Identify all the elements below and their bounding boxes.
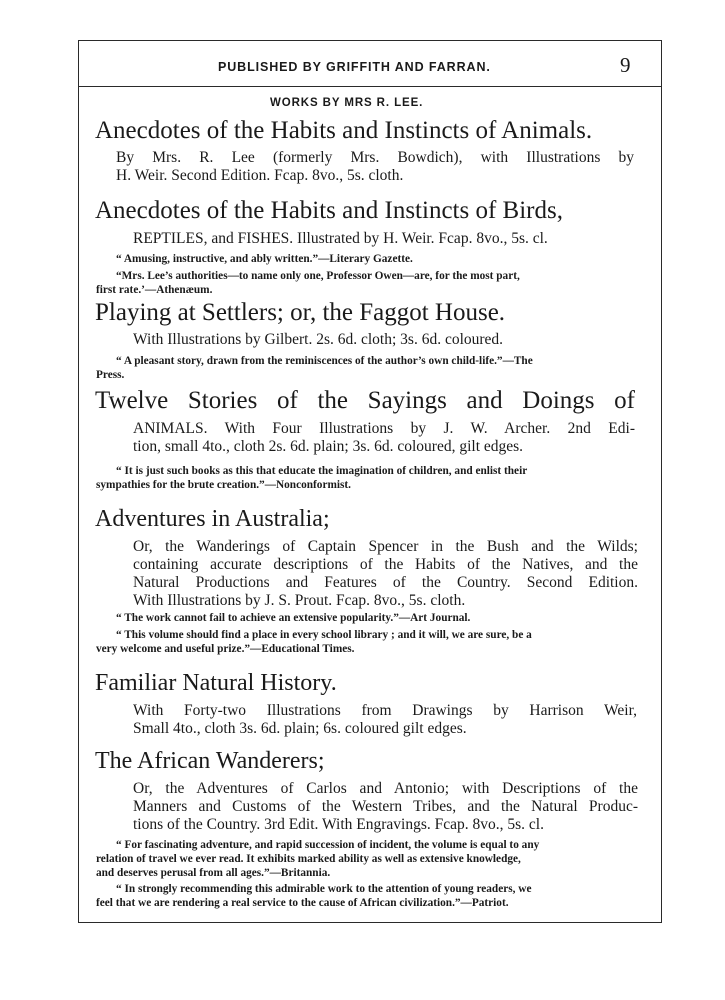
review-quote-line: relation of travel we ever read. It exhibits marked ability as well as extensive knowledge, bbox=[96, 853, 521, 865]
entry-desc-line: containing accurate descriptions of the Habits of the Natives, and the bbox=[133, 556, 638, 573]
entry-desc-line: With Forty-two Illustrations from Drawings by Harrison Weir, bbox=[133, 702, 637, 719]
entry-desc-line: Or, the Adventures of Carlos and Antonio; with Descriptions of the bbox=[133, 780, 638, 797]
review-quote-line: very welcome and useful prize.”—Educational Times. bbox=[96, 643, 355, 655]
review-quote-line: sympathies for the brute creation.”—Nonconformist. bbox=[96, 479, 351, 491]
review-quote-line: “ In strongly recommending this admirable work to the attention of young readers, we bbox=[116, 883, 532, 895]
entry-desc-line: ANIMALS. With Four Illustrations by J. W. Archer. 2nd Edi- bbox=[133, 420, 635, 437]
review-quote-line: first rate.’—Athenæum. bbox=[96, 284, 213, 296]
entry-title-african-wanderers: The African Wanderers; bbox=[95, 748, 325, 774]
entry-desc-line: H. Weir. Second Edition. Fcap. 8vo., 5s. cloth. bbox=[116, 167, 404, 184]
entry-desc-line: tions of the Country. 3rd Edit. With Engravings. Fcap. 8vo., 5s. cl. bbox=[133, 816, 544, 833]
running-head: PUBLISHED BY GRIFFITH AND FARRAN. bbox=[218, 60, 491, 74]
entry-desc-line: With Illustrations by Gilbert. 2s. 6d. cloth; 3s. 6d. coloured. bbox=[133, 331, 504, 348]
entry-title-natural-history: Familiar Natural History. bbox=[95, 670, 337, 696]
review-quote-line: “ It is just such books as this that educate the imagination of children, and enlist their bbox=[116, 465, 528, 477]
header-rule bbox=[78, 86, 662, 87]
review-quote-line: and deserves perusal from all ages.”—Britannia. bbox=[96, 867, 331, 879]
entry-desc-line: Small 4to., cloth 3s. 6d. plain; 6s. coloured gilt edges. bbox=[133, 720, 467, 737]
review-quote-line: “ A pleasant story, drawn from the reminiscences of the author’s own child-life.”—The bbox=[116, 355, 533, 367]
entry-title-birds: Anecdotes of the Habits and Instincts of Birds, bbox=[95, 197, 563, 224]
entry-desc-line: By Mrs. R. Lee (formerly Mrs. Bowdich), with Illustrations by bbox=[116, 149, 634, 166]
entry-desc-line: Natural Productions and Features of the Country. Second Edition. bbox=[133, 574, 638, 591]
page-number: 9 bbox=[620, 53, 631, 77]
review-quote-line: “ For fascinating adventure, and rapid succession of incident, the volume is equal to any bbox=[116, 839, 540, 851]
entry-title-animals: Anecdotes of the Habits and Instincts of Animals. bbox=[95, 117, 593, 144]
entry-desc-line: Or, the Wanderings of Captain Spencer in the Bush and the Wilds; bbox=[133, 538, 638, 555]
review-quote-line: feel that we are rendering a real service to the cause of African civilization.”—Patriot. bbox=[96, 897, 509, 909]
entry-desc-line: With Illustrations by J. S. Prout. Fcap. 8vo., 5s. cloth. bbox=[133, 592, 466, 609]
entry-title-australia: Adventures in Australia; bbox=[95, 506, 330, 532]
review-quote-line: Press. bbox=[96, 369, 125, 381]
review-quote-line: “Mrs. Lee’s authorities—to name only one, Professor Owen—are, for the most part, bbox=[116, 270, 520, 282]
entry-title-twelve-stories: Twelve Stories of the Sayings and Doings of bbox=[95, 387, 635, 414]
entry-desc-line: REPTILES, and FISHES. Illustrated by H. Weir. Fcap. 8vo., 5s. cl. bbox=[133, 230, 548, 247]
review-quote-line: “ Amusing, instructive, and ably written.”—Literary Gazette. bbox=[116, 253, 413, 265]
entry-title-settlers: Playing at Settlers; or, the Faggot House. bbox=[95, 299, 506, 326]
review-quote-line: “ This volume should find a place in every school library ; and it will, we are sure, be a bbox=[116, 629, 532, 641]
entry-desc-line: Manners and Customs of the Western Tribes, and the Natural Produc- bbox=[133, 798, 638, 815]
entry-desc-line: tion, small 4to., cloth 2s. 6d. plain; 3s. 6d. coloured, gilt edges. bbox=[133, 438, 524, 455]
section-heading: WORKS BY MRS R. LEE. bbox=[270, 97, 424, 109]
review-quote-line: “ The work cannot fail to achieve an extensive popularity.”—Art Journal. bbox=[116, 612, 471, 624]
